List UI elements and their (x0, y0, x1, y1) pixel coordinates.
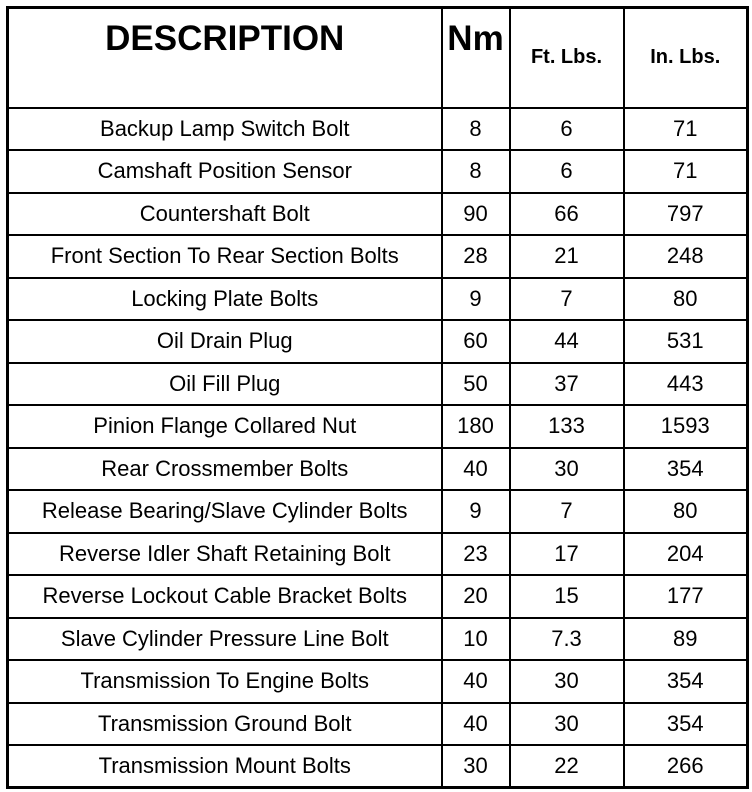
description-cell: Oil Drain Plug (8, 320, 442, 363)
description-cell: Oil Fill Plug (8, 363, 442, 406)
table-row (8, 235, 748, 278)
table-row (8, 618, 748, 661)
ft-lbs-column-header: Ft. Lbs. (510, 8, 624, 108)
nm-value-cell: 50 (442, 363, 510, 406)
nm-value-cell: 20 (442, 575, 510, 618)
in-lbs-value-cell: 443 (624, 363, 748, 406)
description-cell: Countershaft Bolt (8, 193, 442, 236)
table-row (8, 108, 748, 151)
description-cell: Locking Plate Bolts (8, 278, 442, 321)
ft-lbs-value-cell: 30 (510, 448, 624, 491)
table-row (8, 490, 748, 533)
nm-value-cell: 180 (442, 405, 510, 448)
table-row (8, 533, 748, 576)
in-lbs-value-cell: 71 (624, 150, 748, 193)
ft-lbs-value-cell: 133 (510, 405, 624, 448)
table-row (8, 703, 748, 746)
nm-value-cell: 8 (442, 108, 510, 151)
ft-lbs-value-cell: 6 (510, 108, 624, 151)
description-cell: Camshaft Position Sensor (8, 150, 442, 193)
nm-value-cell: 40 (442, 703, 510, 746)
in-lbs-value-cell: 797 (624, 193, 748, 236)
in-lbs-value-cell: 204 (624, 533, 748, 576)
in-lbs-value-cell: 531 (624, 320, 748, 363)
nm-value-cell: 40 (442, 660, 510, 703)
in-lbs-value-cell: 248 (624, 235, 748, 278)
in-lbs-value-cell: 177 (624, 575, 748, 618)
nm-value-cell: 90 (442, 193, 510, 236)
nm-value-cell: 8 (442, 150, 510, 193)
description-cell: Reverse Lockout Cable Bracket Bolts (8, 575, 442, 618)
in-lbs-column-header: In. Lbs. (624, 8, 748, 108)
in-lbs-value-cell: 71 (624, 108, 748, 151)
description-cell: Backup Lamp Switch Bolt (8, 108, 442, 151)
nm-value-cell: 30 (442, 745, 510, 788)
ft-lbs-value-cell: 7 (510, 278, 624, 321)
nm-value-cell: 23 (442, 533, 510, 576)
nm-value-cell: 10 (442, 618, 510, 661)
description-cell: Reverse Idler Shaft Retaining Bolt (8, 533, 442, 576)
table-row (8, 575, 748, 618)
table-header (8, 8, 748, 108)
in-lbs-value-cell: 354 (624, 703, 748, 746)
description-cell: Transmission To Engine Bolts (8, 660, 442, 703)
ft-lbs-value-cell: 7 (510, 490, 624, 533)
nm-value-cell: 60 (442, 320, 510, 363)
ft-lbs-value-cell: 21 (510, 235, 624, 278)
description-cell: Transmission Ground Bolt (8, 703, 442, 746)
nm-column-header: Nm (442, 8, 510, 108)
ft-lbs-value-cell: 17 (510, 533, 624, 576)
table-body (8, 108, 748, 788)
ft-lbs-value-cell: 15 (510, 575, 624, 618)
ft-lbs-value-cell: 6 (510, 150, 624, 193)
nm-value-cell: 40 (442, 448, 510, 491)
in-lbs-value-cell: 1593 (624, 405, 748, 448)
ft-lbs-value-cell: 66 (510, 193, 624, 236)
description-cell: Pinion Flange Collared Nut (8, 405, 442, 448)
ft-lbs-value-cell: 37 (510, 363, 624, 406)
ft-lbs-value-cell: 30 (510, 660, 624, 703)
nm-value-cell: 9 (442, 278, 510, 321)
torque-spec-table (6, 6, 749, 789)
in-lbs-value-cell: 354 (624, 660, 748, 703)
table-row (8, 448, 748, 491)
table-row (8, 745, 748, 788)
table-row (8, 193, 748, 236)
in-lbs-value-cell: 89 (624, 618, 748, 661)
description-cell: Slave Cylinder Pressure Line Bolt (8, 618, 442, 661)
in-lbs-value-cell: 354 (624, 448, 748, 491)
description-cell: Release Bearing/Slave Cylinder Bolts (8, 490, 442, 533)
ft-lbs-value-cell: 7.3 (510, 618, 624, 661)
nm-value-cell: 28 (442, 235, 510, 278)
table-row (8, 363, 748, 406)
header-row (8, 8, 748, 108)
in-lbs-value-cell: 266 (624, 745, 748, 788)
table-row (8, 150, 748, 193)
description-column-header: DESCRIPTION (8, 8, 442, 108)
table-row (8, 405, 748, 448)
in-lbs-value-cell: 80 (624, 278, 748, 321)
table-row (8, 660, 748, 703)
ft-lbs-value-cell: 44 (510, 320, 624, 363)
in-lbs-value-cell: 80 (624, 490, 748, 533)
ft-lbs-value-cell: 22 (510, 745, 624, 788)
nm-value-cell: 9 (442, 490, 510, 533)
table-row (8, 278, 748, 321)
description-cell: Rear Crossmember Bolts (8, 448, 442, 491)
description-cell: Front Section To Rear Section Bolts (8, 235, 442, 278)
ft-lbs-value-cell: 30 (510, 703, 624, 746)
table-row (8, 320, 748, 363)
description-cell: Transmission Mount Bolts (8, 745, 442, 788)
